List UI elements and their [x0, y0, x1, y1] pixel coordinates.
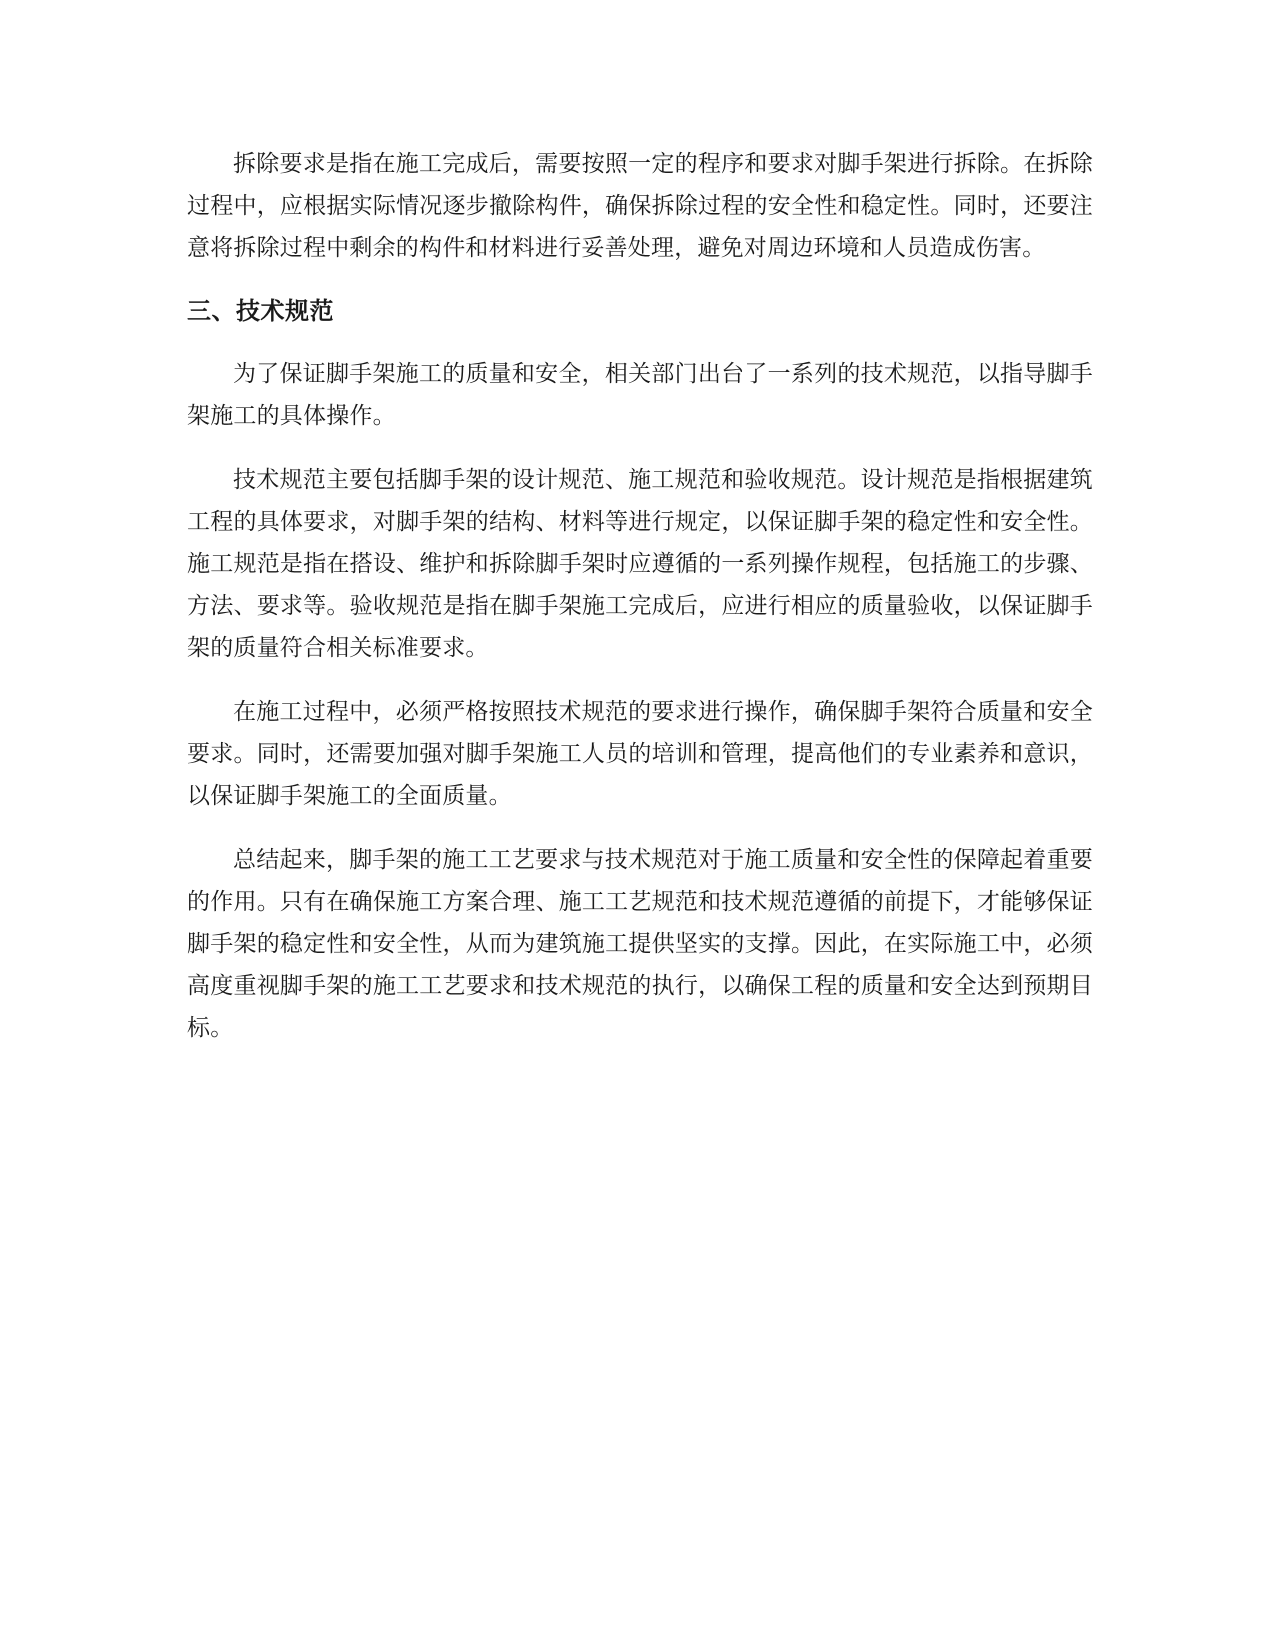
- paragraph-specs-categories: 技术规范主要包括脚手架的设计规范、施工规范和验收规范。设计规范是指根据建筑工程的具体要求，对脚手架的结构、材料等进行规定，以保证脚手架的稳定性和安全性。施工规范是指在搭设、维护和拆除脚手架时应遵循的一系列操作规程，包括施工的步骤、方法、要求等。验收规范是指在脚手架施工完成后，应进行相应的质量验收，以保证脚手架的质量符合相关标准要求。: [187, 467, 1093, 661]
- section-heading-technical-specs: 三、技术规范: [187, 297, 334, 325]
- document-body: [187, 143, 1093, 1049]
- paragraph-construction-compliance: 在施工过程中，必须严格按照技术规范的要求进行操作，确保脚手架符合质量和安全要求。同时，还需要加强对脚手架施工人员的培训和管理，提高他们的专业素养和意识，以保证脚手架施工的全面质量。: [187, 699, 1093, 809]
- paragraph-specs-intro: 为了保证脚手架施工的质量和安全，相关部门出台了一系列的技术规范，以指导脚手架施工的具体操作。: [187, 361, 1093, 429]
- paragraph-dismantling-requirements: 拆除要求是指在施工完成后，需要按照一定的程序和要求对脚手架进行拆除。在拆除过程中，应根据实际情况逐步撤除构件，确保拆除过程的安全性和稳定性。同时，还要注意将拆除过程中剩余的构件和材料进行妥善处理，避免对周边环境和人员造成伤害。: [187, 151, 1093, 261]
- paragraph-conclusion: 总结起来，脚手架的施工工艺要求与技术规范对于施工质量和安全性的保障起着重要的作用。只有在确保施工方案合理、施工工艺规范和技术规范遵循的前提下，才能够保证脚手架的稳定性和安全性，从而为建筑施工提供坚实的支撑。因此，在实际施工中，必须高度重视脚手架的施工工艺要求和技术规范的执行，以确保工程的质量和安全达到预期目标。: [187, 847, 1093, 1041]
